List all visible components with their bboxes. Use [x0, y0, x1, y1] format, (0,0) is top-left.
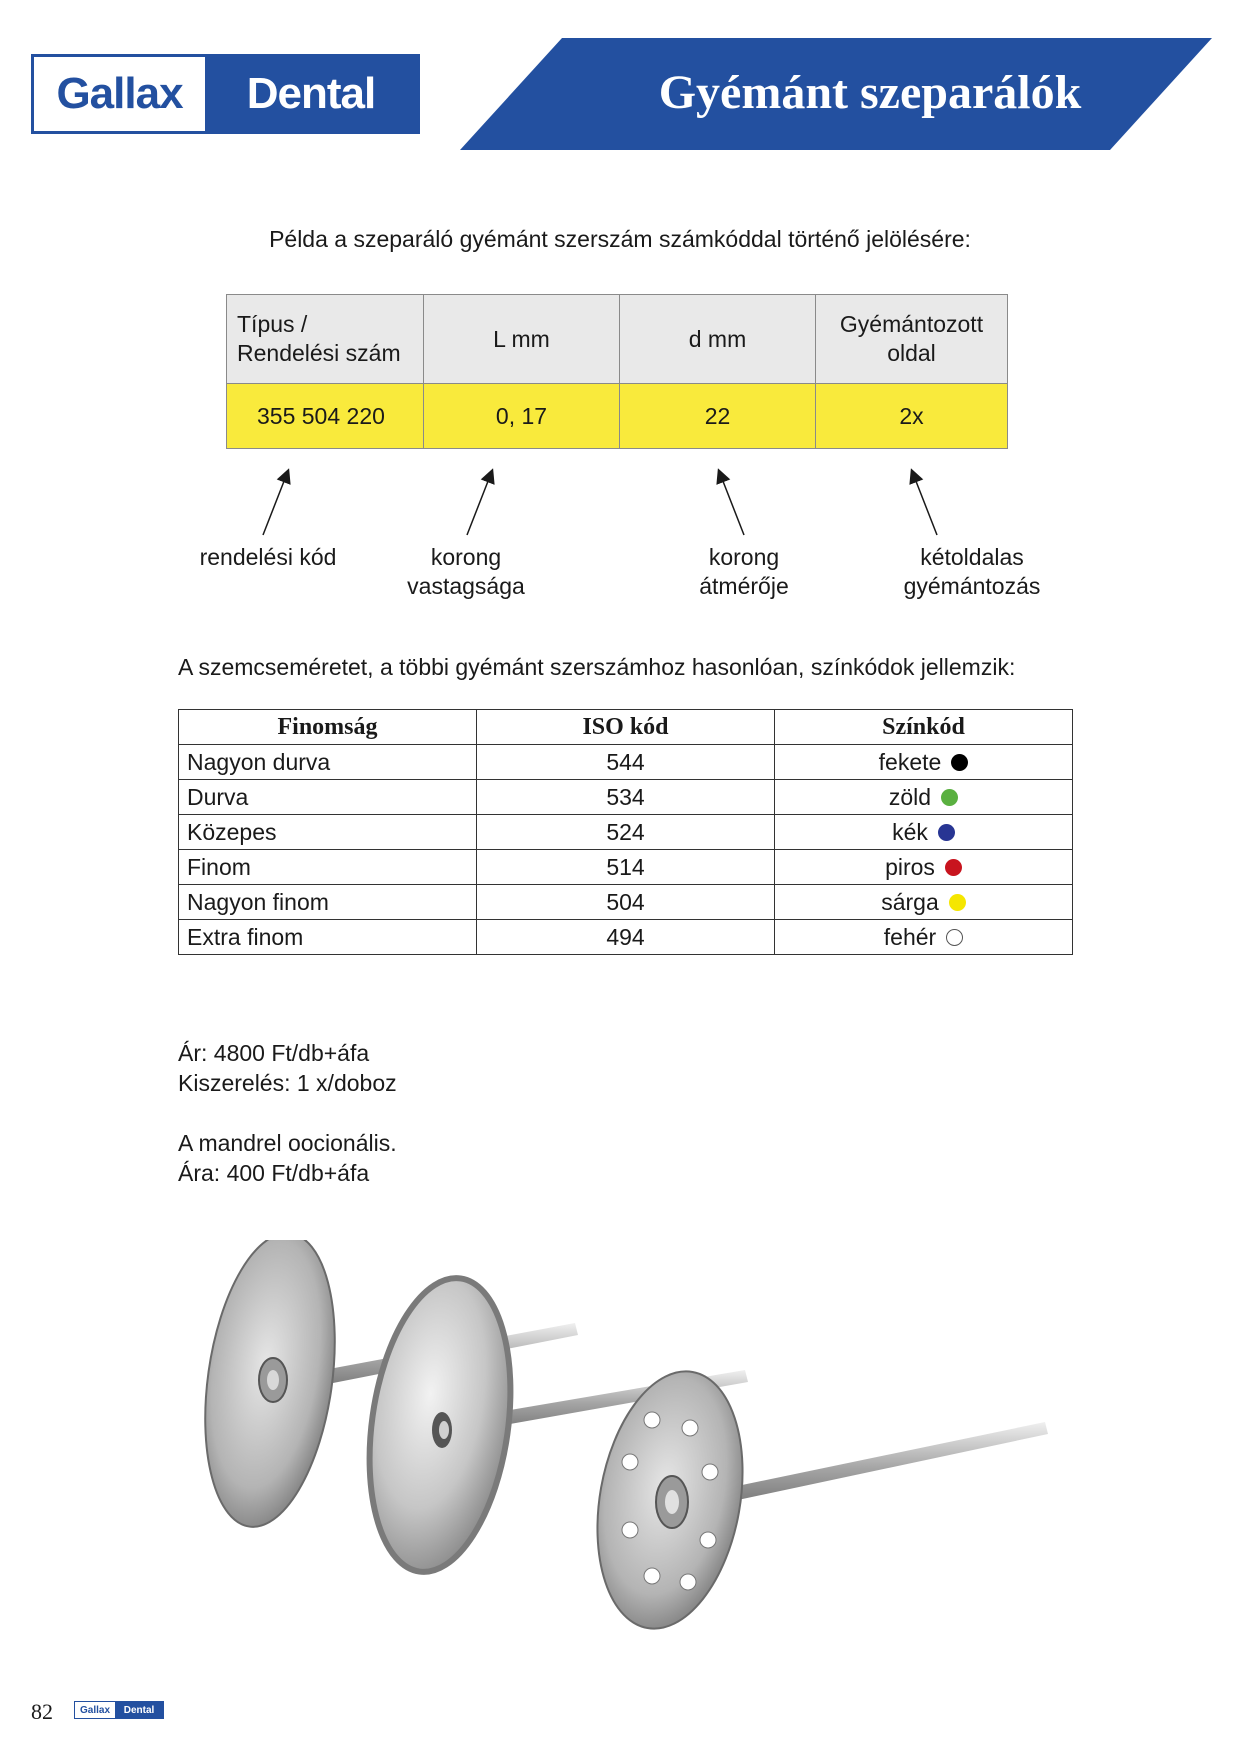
grit-row — [179, 920, 1073, 955]
grit-fineness: Nagyon finom — [179, 885, 477, 920]
diamond-disc-photo — [190, 1240, 1070, 1630]
grit-fineness: Finom — [179, 850, 477, 885]
order-code-table — [226, 294, 1008, 449]
packaging-line: Kiszerelés: 1 x/doboz — [178, 1070, 397, 1096]
grit-fineness: Közepes — [179, 815, 477, 850]
page-number: 82 — [31, 1699, 53, 1724]
grit-color-code — [775, 920, 1073, 955]
grit-color-name: kék — [892, 818, 928, 845]
arrow-diameter — [719, 471, 744, 535]
mandrel-note: A mandrel oocionális. — [178, 1130, 397, 1156]
grit-color-code — [775, 815, 1073, 850]
grit-fineness: Nagyon durva — [179, 745, 477, 780]
grit-header-fineness: Finomság — [179, 710, 477, 745]
grit-table — [178, 709, 1073, 955]
grit-header-iso: ISO kód — [477, 710, 775, 745]
grit-row — [179, 815, 1073, 850]
grit-color-name: fekete — [878, 748, 942, 775]
grit-row — [179, 885, 1073, 920]
grit-color-code — [775, 885, 1073, 920]
footer-logo-gallax: Gallax — [75, 1702, 115, 1718]
grit-color-name: sárga — [881, 888, 939, 915]
value-order-number: 355 504 220 — [227, 384, 424, 449]
code-table-value-row — [227, 384, 1008, 449]
arrow-order-code — [263, 471, 288, 535]
grit-iso-code: 544 — [477, 745, 775, 780]
color-dot-icon — [951, 754, 968, 771]
logo-part-dental: Dental — [205, 57, 417, 131]
header-d-mm: d mm — [620, 295, 816, 384]
color-dot-icon — [941, 789, 958, 806]
value-diamond-side: 2x — [816, 384, 1008, 449]
grit-row — [179, 850, 1073, 885]
annotation-diamond-side: kétoldalas gyémántozás — [903, 544, 1041, 599]
color-dot-icon — [945, 859, 962, 876]
value-l-mm: 0, 17 — [424, 384, 620, 449]
annotation-order-code: rendelési kód — [199, 544, 337, 570]
code-table-header-row — [227, 295, 1008, 384]
grit-iso-code: 514 — [477, 850, 775, 885]
grit-row — [179, 745, 1073, 780]
grit-fineness: Durva — [179, 780, 477, 815]
grit-color-code — [775, 745, 1073, 780]
grit-row — [179, 780, 1073, 815]
footer-logo — [74, 1701, 164, 1719]
value-d-mm: 22 — [620, 384, 816, 449]
header-l-mm: L mm — [424, 295, 620, 384]
arrow-diamond-side — [912, 471, 937, 535]
logo-part-gallax: Gallax — [34, 57, 205, 131]
code-example-intro: Példa a szeparáló gyémánt szerszám számkóddal történő jelölésére: — [269, 226, 971, 252]
annotation-diameter: korong átmérője — [699, 544, 789, 599]
grit-iso-code: 524 — [477, 815, 775, 850]
grit-color-name: fehér — [883, 923, 937, 950]
annotation-thickness: korong vastagsága — [407, 544, 525, 599]
grit-rows — [179, 745, 1073, 955]
grit-header-row — [179, 710, 1073, 745]
color-dot-icon — [946, 929, 963, 946]
grit-iso-code: 504 — [477, 885, 775, 920]
gallax-dental-logo — [31, 54, 420, 134]
arrow-thickness — [467, 471, 492, 535]
header-type: Típus / Rendelési szám — [227, 295, 424, 384]
grit-color-name: piros — [885, 853, 935, 880]
mandrel-price: Ára: 400 Ft/db+áfa — [178, 1160, 370, 1186]
grit-color-code — [775, 780, 1073, 815]
grit-color-name: zöld — [888, 783, 932, 810]
header-diamond-side: Gyémántozott oldal — [816, 295, 1008, 384]
grit-intro: A szemcseméretet, a többi gyémánt szerszámhoz hasonlóan, színkódok jellemzik: — [178, 654, 1016, 680]
page-title: Gyémánt szeparálók — [658, 65, 1082, 119]
price-line: Ár: 4800 Ft/db+áfa — [178, 1040, 370, 1066]
grit-iso-code: 494 — [477, 920, 775, 955]
color-dot-icon — [949, 894, 966, 911]
footer-logo-dental: Dental — [115, 1702, 163, 1718]
grit-header-color: Színkód — [775, 710, 1073, 745]
color-dot-icon — [938, 824, 955, 841]
grit-fineness: Extra finom — [179, 920, 477, 955]
grit-iso-code: 534 — [477, 780, 775, 815]
grit-color-code — [775, 850, 1073, 885]
